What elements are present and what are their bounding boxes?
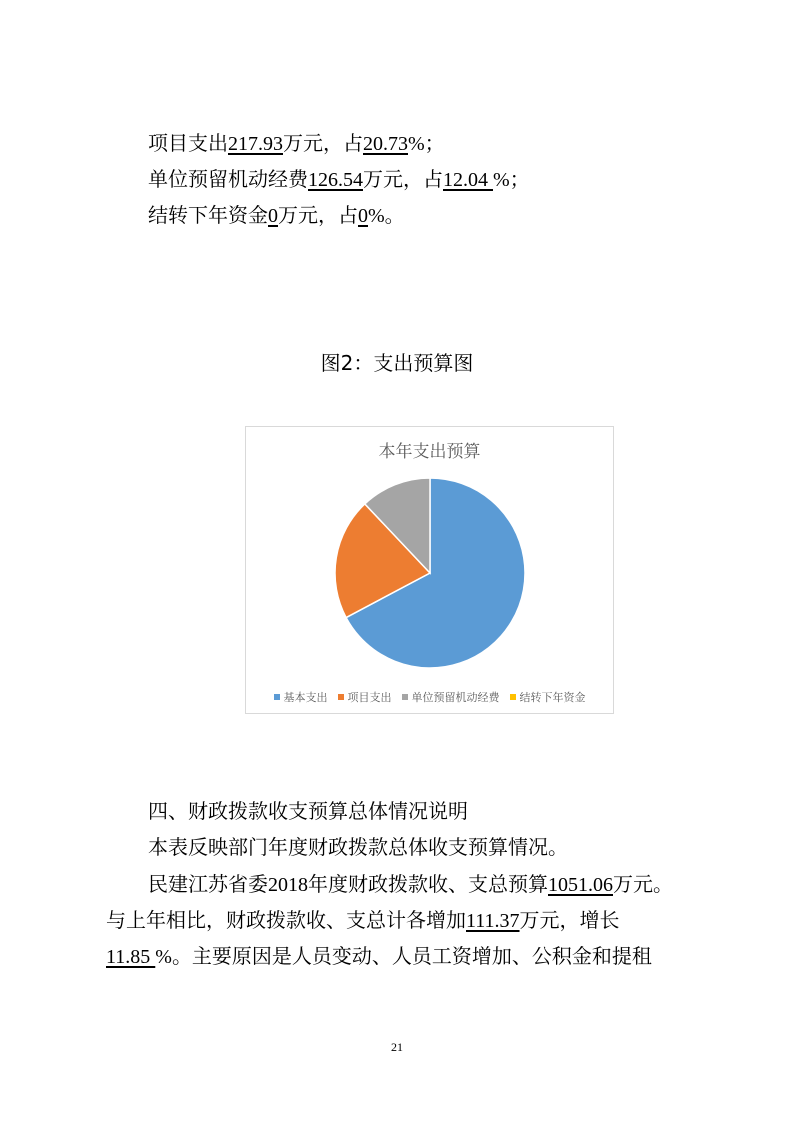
text: 与上年相比，财政拨款收、支总计各增加 <box>106 908 466 932</box>
line-reserve-fund <box>148 165 530 194</box>
percent-sign: % <box>155 946 172 968</box>
text: 民建江苏省委 <box>148 872 268 896</box>
label: 单位预留机动经费 <box>148 167 308 191</box>
page-number: 21 <box>391 1040 403 1054</box>
amount: 217.93 <box>228 133 283 155</box>
percent: 11.85 <box>106 946 156 968</box>
percent: 20.73 <box>363 133 408 155</box>
legend-swatch <box>510 694 516 700</box>
label: 万元，占 <box>283 131 363 155</box>
year: 2018 <box>268 874 308 896</box>
suffix: %。 <box>368 205 405 227</box>
legend-swatch <box>274 694 280 700</box>
chart-title: 本年支出预算 <box>378 442 481 462</box>
legend-item <box>402 689 500 705</box>
percent: 0 <box>358 205 368 227</box>
text: 年度财政拨款收、支总预算 <box>308 872 548 896</box>
pie-chart <box>245 426 614 714</box>
percent: 12.04 <box>443 169 493 191</box>
label: 万元，占 <box>278 203 358 227</box>
figure-caption: 图2：支出预算图 <box>320 351 474 375</box>
label: 万元，占 <box>363 167 443 191</box>
legend-item <box>510 689 586 705</box>
section-heading: 四、财政拨款收支预算总体情况说明 <box>148 799 468 823</box>
text: 。主要原因是人员变动、人员工资增加、公积金和提租 <box>171 944 652 968</box>
amount: 111.37 <box>466 910 520 932</box>
legend-swatch <box>402 694 408 700</box>
pie-svg <box>246 427 613 713</box>
label: 项目支出 <box>148 131 228 155</box>
label: 结转下年资金 <box>148 203 268 227</box>
legend-swatch <box>338 694 344 700</box>
legend-label: 基本支出 <box>283 691 328 704</box>
suffix: %； <box>493 169 530 191</box>
legend-label: 项目支出 <box>347 691 392 704</box>
paragraph-4 <box>106 942 652 971</box>
amount: 1051.06 <box>548 874 613 896</box>
legend-label: 结转下年资金 <box>519 691 586 704</box>
amount: 126.54 <box>308 169 363 191</box>
suffix: %； <box>408 133 445 155</box>
legend-item <box>338 689 392 705</box>
paragraph-3 <box>106 906 620 935</box>
chart-legend <box>246 689 613 705</box>
text: 万元，增长 <box>519 908 620 932</box>
line-carryover-fund <box>148 201 405 230</box>
legend-item <box>274 689 328 705</box>
text: 万元。 <box>613 872 673 896</box>
amount: 0 <box>268 205 278 227</box>
paragraph-1: 本表反映部门年度财政拨款总体收支预算情况。 <box>148 835 568 859</box>
legend-label: 单位预留机动经费 <box>411 691 500 704</box>
line-project-expense <box>148 129 445 158</box>
paragraph-2 <box>148 870 673 899</box>
